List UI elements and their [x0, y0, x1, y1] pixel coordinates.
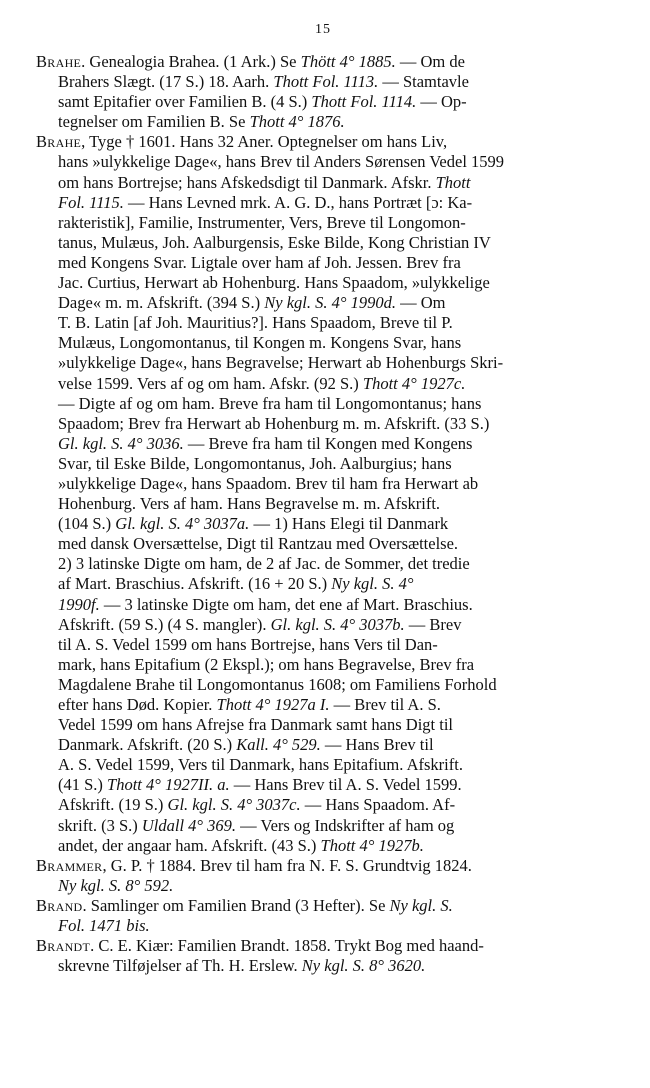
entry-text: om hans Bortrejse; hans Afskedsdigt til Danmark. Afskr. — [58, 172, 436, 192]
entry-line — [36, 374, 610, 394]
entry-line — [36, 293, 610, 313]
entry-text: — Brev — [404, 614, 462, 634]
entry-line — [36, 152, 610, 172]
entry-text: — Digte af og om ham. Breve fra ham til Longomontanus; hans — [58, 393, 482, 413]
shelfmark-reference: Fol. 1115. — [58, 192, 124, 212]
entry-text: , Tyge † 1601. Hans 32 Aner. Optegnelser om hans Liv, — [81, 132, 448, 152]
entry-line — [36, 615, 610, 635]
entry-line — [36, 956, 610, 976]
entry-line — [36, 414, 610, 434]
shelfmark-reference: Thott 4° 1927c. — [362, 373, 466, 393]
entry-text: . C. E. Kiær: Familien Brandt. 1858. Trykt Bog med haand- — [90, 936, 484, 956]
entry-line — [36, 554, 610, 574]
entry-line — [36, 173, 610, 193]
shelfmark-reference: Ny kgl. S. 8° 3620. — [301, 956, 426, 976]
entry-line — [36, 233, 610, 253]
entry-line — [36, 434, 610, 454]
entry-text: , G. P. † 1884. Brev til ham fra N. F. S. Grundtvig 1824. — [102, 855, 472, 875]
shelfmark-reference: Gl. kgl. S. 4° 3037c. — [167, 795, 301, 815]
entry-text: af Mart. Braschius. Afskrift. (16 + 20 S.) — [58, 574, 332, 594]
entry-text: tegnelser om Familien B. Se — [58, 112, 250, 132]
entry-heading: Brandt — [36, 936, 91, 956]
entry-line — [36, 474, 610, 494]
entry-text: Danmark. Afskrift. (20 S.) — [58, 735, 237, 755]
entry-text: tanus, Mulæus, Joh. Aalburgensis, Eske Bilde, Kong Christian IV — [58, 232, 491, 252]
entry-text: efter hans Død. Kopier. — [58, 695, 217, 714]
entry-text: hans »ulykkelige Dage«, hans Brev til Anders Sørensen Vedel 1599 — [58, 152, 505, 172]
entry-text: — Hans Brev til — [320, 735, 434, 755]
entry-line — [36, 253, 610, 273]
entry-line — [36, 132, 610, 152]
entry-line — [36, 655, 610, 675]
shelfmark-reference: Ny kgl. S. — [389, 895, 453, 915]
shelfmark-reference: Thött 4° 1885. — [300, 52, 396, 71]
entry-text: — Breve fra ham til Kongen med Kongens — [183, 433, 473, 453]
entry-line — [36, 273, 610, 293]
entry-line — [36, 595, 610, 615]
entry-line — [36, 92, 610, 112]
shelfmark-reference: Thott 4° 1927a I. — [216, 695, 330, 714]
entry-text: A. S. Vedel 1599, Vers til Danmark, hans Epitafium. Afskrift. — [58, 755, 463, 775]
shelfmark-reference: Gl. kgl. S. 4° 3037b. — [270, 614, 405, 634]
entry-line — [36, 795, 610, 815]
entry-line — [36, 896, 610, 916]
entry-line — [36, 193, 610, 213]
shelfmark-reference: Ny kgl. S. 8° 592. — [58, 875, 174, 895]
shelfmark-reference: Thott Fol. 1114. — [311, 92, 417, 112]
entry-heading: Brand — [36, 895, 83, 915]
entry-text: med Kongens Svar. Ligtale over ham af Joh. Jessen. Brev fra — [58, 252, 461, 272]
entry-line — [36, 836, 610, 856]
entry-heading: Brahe — [36, 52, 82, 71]
entry-text: rakteristik], Familie, Instrumenter, Vers, Breve til Longomon- — [58, 212, 466, 232]
entry-line — [36, 675, 610, 695]
entry-text: (41 S.) — [58, 775, 108, 795]
entry-text: Spaadom; Brev fra Herwart ab Hohenburg m. m. Afskrift. (33 S.) — [58, 413, 490, 433]
entry-line — [36, 394, 610, 414]
entry-line — [36, 936, 610, 956]
entry-text: . Genealogia Brahea. (1 Ark.) Se — [81, 52, 301, 71]
entry-heading: Brammer — [36, 855, 103, 875]
entry-text: samt Epitafier over Familien B. (4 S.) — [58, 92, 312, 112]
entry-line — [36, 635, 610, 655]
entry-text: — Stamtavle — [378, 72, 469, 92]
shelfmark-reference: Ny kgl. S. 4° — [331, 574, 414, 594]
entry-text: T. B. Latin [af Joh. Mauritius?]. Hans Spaadom, Breve til P. — [58, 313, 453, 333]
entry-text: Hohenburg. Vers af ham. Hans Begravelse m. m. Afskrift. — [58, 494, 441, 514]
shelfmark-reference: 1990f. — [58, 594, 100, 614]
entry-text: — 1) Hans Elegi til Danmark — [249, 514, 449, 534]
entry-text: — Hans Levned mrk. A. G. D., hans Portræt [ɔ: Ka- — [123, 192, 473, 212]
catalog-entry — [36, 856, 610, 896]
entry-text: — Om de — [395, 52, 465, 71]
shelfmark-reference: Thott 4° 1927II. a. — [107, 775, 230, 795]
catalog-entry — [36, 132, 610, 855]
entry-text: skrevne Tilføjelser af Th. H. Erslew. — [58, 956, 302, 976]
entry-text: Brahers Slægt. (17 S.) 18. Aarh. — [58, 72, 274, 92]
entry-text: — 3 latinske Digte om ham, det ene af Mart. Braschius. — [99, 594, 473, 614]
entry-text: til A. S. Vedel 1599 om hans Bortrejse, hans Vers til Dan- — [58, 634, 438, 654]
shelfmark-reference: Uldall 4° 369. — [141, 815, 237, 835]
shelfmark-reference: Thott 4° 1927b. — [320, 835, 424, 855]
entry-line — [36, 72, 610, 92]
entry-line — [36, 715, 610, 735]
entry-text: (104 S.) — [58, 514, 116, 534]
entry-text: mark, hans Epitafium (2 Ekspl.); om hans Begravelse, Brev fra — [58, 654, 475, 674]
entry-text: . Samlinger om Familien Brand (3 Hefter). Se — [82, 895, 390, 915]
entry-text: Svar, til Eske Bilde, Longomontanus, Joh. Aalburgius; hans — [58, 453, 452, 473]
shelfmark-reference: Gl. kgl. S. 4° 3036. — [58, 433, 184, 453]
entry-line — [36, 52, 610, 72]
entry-line — [36, 514, 610, 534]
entry-line — [36, 313, 610, 333]
entry-heading: Brahe — [36, 132, 82, 152]
entry-line — [36, 735, 610, 755]
shelfmark-reference: Thott Fol. 1113. — [273, 72, 379, 92]
catalog-entry — [36, 936, 610, 976]
entry-line — [36, 454, 610, 474]
catalog-entries — [36, 52, 610, 976]
entry-text: — Brev til A. S. — [329, 695, 441, 714]
entry-line — [36, 755, 610, 775]
entry-line — [36, 333, 610, 353]
entry-text: Magdalene Brahe til Longomontanus 1608; om Familiens Forhold — [58, 674, 497, 694]
entry-line — [36, 574, 610, 594]
shelfmark-reference: Fol. 1471 bis. — [58, 916, 150, 936]
entry-line — [36, 534, 610, 554]
entry-text: Mulæus, Longomontanus, til Kongen m. Kongens Svar, hans — [58, 333, 462, 353]
entry-text: 2) 3 latinske Digte om ham, de 2 af Jac. de Sommer, det tredie — [58, 554, 470, 574]
entry-line — [36, 856, 610, 876]
shelfmark-reference: Gl. kgl. S. 4° 3037a. — [115, 514, 250, 534]
entry-text: Afskrift. (19 S.) — [58, 795, 168, 815]
entry-line — [36, 695, 610, 715]
shelfmark-reference: Kall. 4° 529. — [236, 735, 321, 755]
entry-text: andet, der angaar ham. Afskrift. (43 S.) — [58, 835, 321, 855]
entry-text: — Vers og Indskrifter af ham og — [236, 815, 455, 835]
entry-text: Jac. Curtius, Herwart ab Hohenburg. Hans Spaadom, »ulykkelige — [58, 273, 490, 293]
entry-text: med dansk Oversættelse, Digt til Rantzau med Oversættelse. — [58, 534, 459, 554]
catalog-entry — [36, 896, 610, 936]
entry-text: »ulykkelige Dage«, hans Begravelse; Herwart ab Hohenburgs Skri- — [58, 353, 504, 373]
shelfmark-reference: Thott — [435, 172, 471, 192]
shelfmark-reference: Thott 4° 1876. — [249, 112, 345, 132]
page-number: 15 — [315, 22, 331, 37]
entry-line — [36, 494, 610, 514]
entry-line — [36, 213, 610, 233]
entry-text: skrift. (3 S.) — [58, 815, 142, 835]
entry-text: — Hans Brev til A. S. Vedel 1599. — [229, 775, 462, 795]
entry-text: — Op- — [416, 92, 467, 112]
entry-text: Vedel 1599 om hans Afrejse fra Danmark samt hans Digt til — [58, 715, 453, 735]
entry-text: — Hans Spaadom. Af- — [300, 795, 456, 815]
entry-text: Dage« m. m. Afskrift. (394 S.) — [58, 293, 265, 313]
entry-text: Afskrift. (59 S.) (4 S. mangler). — [58, 614, 271, 634]
entry-line — [36, 816, 610, 836]
entry-text: »ulykkelige Dage«, hans Spaadom. Brev til ham fra Herwart ab — [58, 473, 479, 493]
entry-text: velse 1599. Vers af og om ham. Afskr. (92 S.) — [58, 373, 363, 393]
entry-line — [36, 353, 610, 373]
entry-text: — Om — [395, 293, 446, 313]
entry-line — [36, 876, 610, 896]
entry-line — [36, 775, 610, 795]
entry-line — [36, 112, 610, 132]
entry-line — [36, 916, 610, 936]
shelfmark-reference: Ny kgl. S. 4° 1990d. — [264, 293, 396, 313]
catalog-entry — [36, 52, 610, 132]
